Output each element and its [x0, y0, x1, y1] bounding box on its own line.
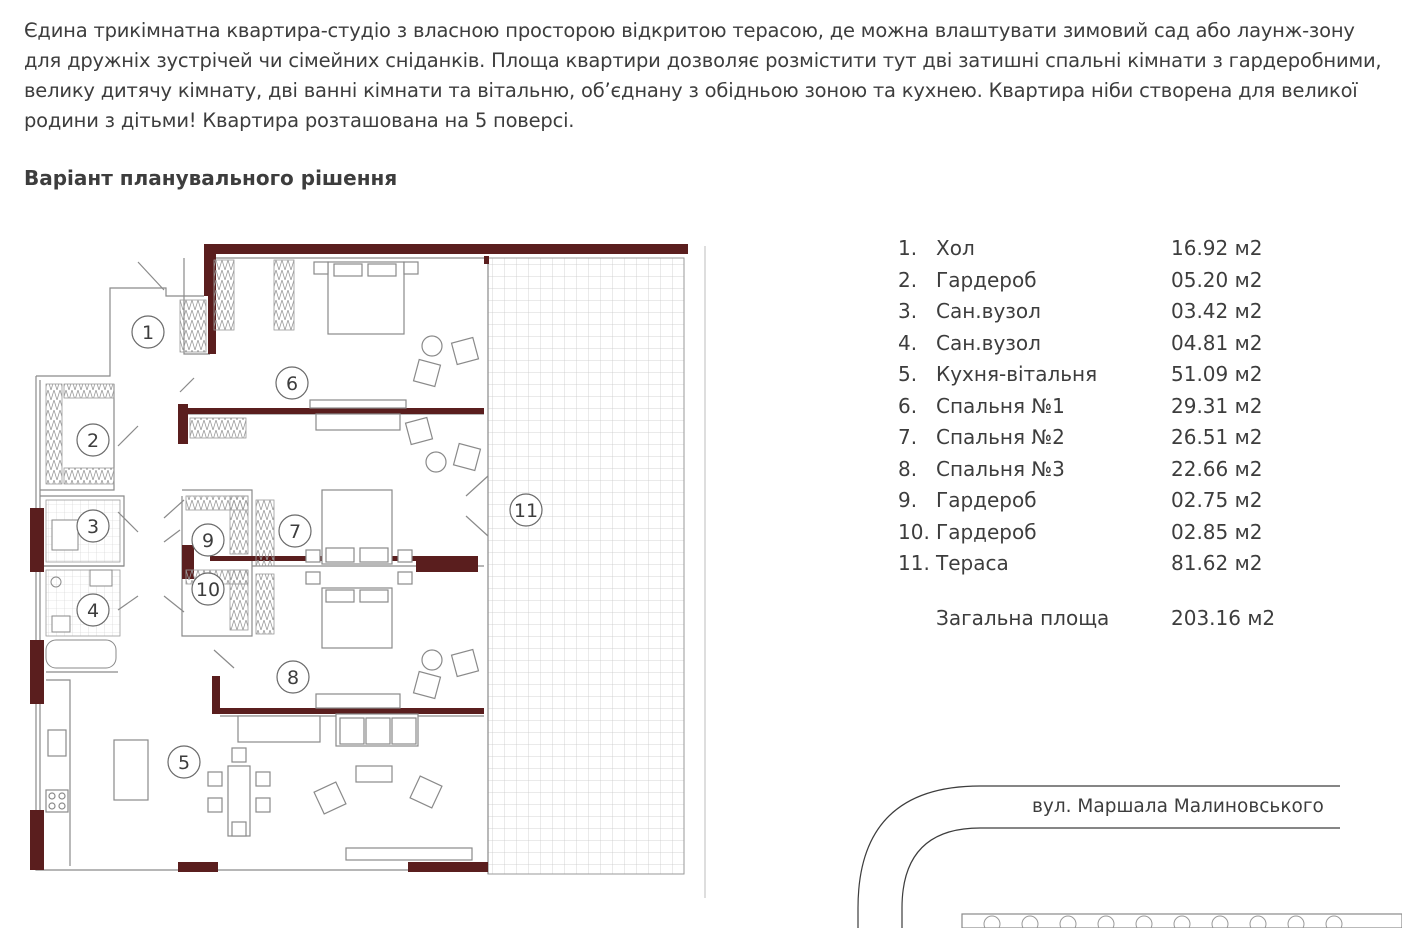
- room-marker-7: [279, 515, 311, 547]
- room-marker-2: [77, 424, 109, 456]
- room-area: 51.09 м2: [1171, 362, 1263, 386]
- street-trees: [984, 916, 1342, 928]
- room-area: 04.81 м2: [1171, 330, 1263, 355]
- terrace-floor: [488, 258, 684, 874]
- room-area: 22.66 м2: [1171, 456, 1263, 481]
- svg-text:1: 1: [141, 322, 155, 344]
- svg-text:7: 7: [288, 521, 302, 543]
- room-num: 6.: [898, 393, 918, 418]
- svg-text:9: 9: [201, 530, 215, 552]
- total-area-label: Загальна площа: [936, 606, 1110, 630]
- svg-text:4: 4: [86, 600, 100, 622]
- room-name: Гардероб: [936, 519, 1037, 544]
- svg-text:2: 2: [86, 430, 100, 452]
- room-num: 4.: [898, 330, 918, 355]
- room-marker-11: [510, 494, 542, 526]
- room-area: 29.31 м2: [1171, 393, 1263, 418]
- svg-text:6: 6: [285, 373, 299, 395]
- total-area-value: 203.16 м2: [1171, 606, 1276, 630]
- svg-text:8: 8: [286, 667, 300, 689]
- room-area: 81.62 м2: [1171, 551, 1263, 575]
- room-name: Сан.вузол: [936, 330, 1041, 355]
- room-num: 3.: [898, 299, 918, 323]
- room-name: Гардероб: [936, 488, 1037, 512]
- room-marker-1: [132, 316, 164, 348]
- layout-heading: Варіант планувального рішення: [24, 166, 398, 190]
- description-line-3: велику дитячу кімнату, дві ванні кімнати та вітальню, об’єднану з обідньою зоною та кухнею. Квартира ніби створена для великої: [24, 79, 1358, 102]
- svg-text:10: 10: [195, 579, 221, 601]
- room-marker-10: [192, 573, 224, 605]
- room-name: Спальня №3: [936, 456, 1065, 481]
- room-num: 7.: [898, 425, 918, 449]
- beds: [306, 262, 418, 648]
- room-area: 03.42 м2: [1171, 299, 1263, 323]
- room-num: 10.: [898, 519, 930, 544]
- room-area: 16.92 м2: [1171, 236, 1263, 260]
- room-name: Сан.вузол: [936, 299, 1041, 323]
- room-num: 1.: [898, 236, 918, 260]
- room-marker-8: [277, 661, 309, 693]
- room-num: 9.: [898, 488, 918, 512]
- description-line-4: родини з дітьми! Квартира розташована на 5 поверсі.: [24, 109, 575, 132]
- room-name: Хол: [936, 236, 975, 260]
- room-marker-3: [77, 510, 109, 542]
- room-name: Кухня-вітальня: [936, 362, 1098, 386]
- room-area: 02.85 м2: [1171, 519, 1263, 544]
- room-num: 8.: [898, 456, 918, 481]
- room-num: 11.: [898, 551, 930, 575]
- room-area: 05.20 м2: [1171, 267, 1263, 292]
- room-marker-6: [276, 367, 308, 399]
- living-furniture: [46, 714, 472, 860]
- room-num: 2.: [898, 267, 918, 292]
- svg-text:5: 5: [177, 752, 191, 774]
- room-name: Тераса: [936, 551, 1009, 575]
- description-line-1: Єдина трикімнатна квартира-студіо з власною просторою відкритою терасою, де можна влаштувати зимовий сад або лаунж-зону: [24, 19, 1355, 42]
- room-marker-9: [192, 524, 224, 556]
- description-line-2: для дружніх зустрічей чи сімейних сніданків. Площа квартири дозволяє розмістити тут дві затишні спальні кімнати з гардеробними,: [24, 49, 1382, 72]
- room-num: 5.: [898, 362, 918, 386]
- room-name: Спальня №2: [936, 425, 1065, 449]
- room-marker-4: [77, 594, 109, 626]
- svg-text:3: 3: [86, 516, 100, 538]
- street-name: вул. Маршала Малиновського: [1032, 796, 1324, 817]
- room-marker-5: [168, 746, 200, 778]
- svg-text:11: 11: [513, 500, 539, 522]
- room-name: Гардероб: [936, 267, 1037, 292]
- room-area: 02.75 м2: [1171, 488, 1263, 512]
- room-area: 26.51 м2: [1171, 425, 1263, 449]
- room-name: Спальня №1: [936, 393, 1065, 418]
